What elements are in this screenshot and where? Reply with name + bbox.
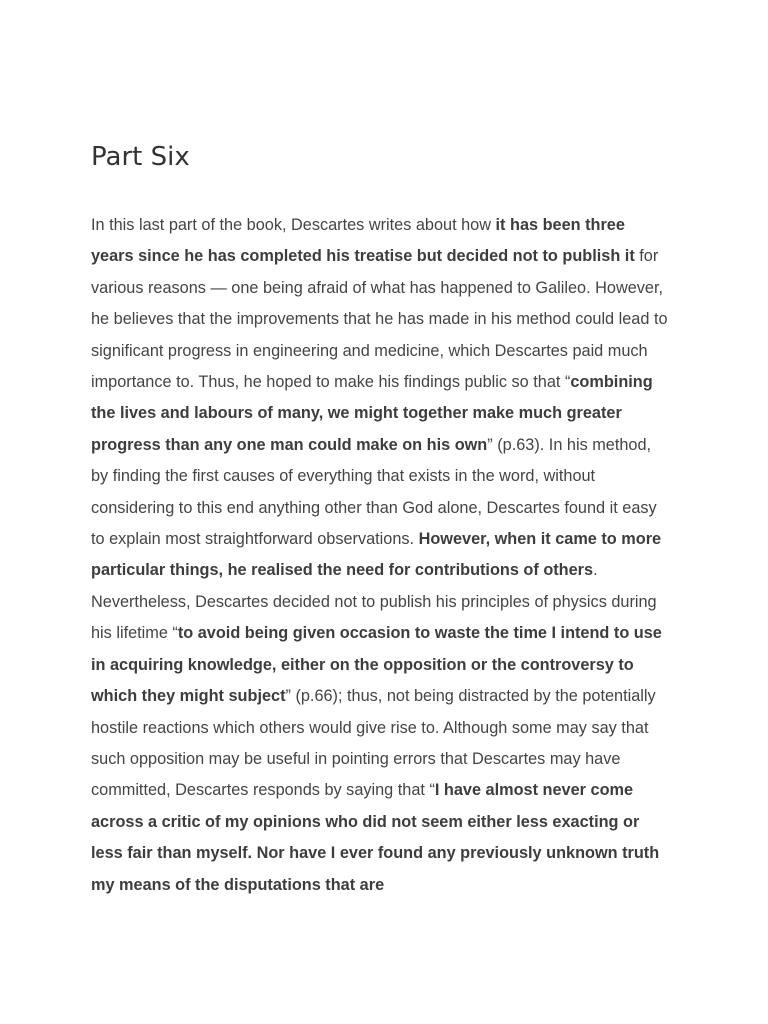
paragraph-2 [91,587,671,901]
text-run: In this last part of the book, Descartes writes about how [91,216,496,234]
text-run: . [593,561,598,580]
bold-text-run: to avoid being given occasion to waste the time I intend to use in acquiring knowledge, either on the opposition or the controversy to which they might subject [91,624,662,706]
body-text [91,210,671,901]
bold-text-run: combining the lives and labours of many, we might together make much greater progress than any one man could make on his own [91,373,653,454]
text-run: Nevertheless, Descartes decided not to publish his principles of physics during his lifetime “ [91,592,657,643]
section-heading: Part Six [91,142,190,172]
document-page [91,138,671,901]
bold-text-run: However, when it came to more particular things, he realised the need for contributions of others [91,530,662,580]
text-run: for various reasons — one being afraid of what has happened to Galileo. However, he believes that the improvements that he has made in his method could lead to significant progress in engineering and medicine, which Descartes paid much importance to. Thus, he hoped to make his findings public so that “ [91,247,668,392]
bold-text-run: I have almost never come across a critic of my opinions who did not seem either less exacting or less fair than myself. Nor have I ever found any previously unknown truth my means of the disputations that are [91,781,660,894]
paragraph-1 [91,210,671,587]
bold-text-run: it has been three years since he has completed his treatise but decided not to publish it [91,216,635,266]
text-run: ” (p.63). In his method, by finding the first causes of everything that exists in the word, without considering to this end anything other than God alone, Descartes found it easy to explain most straightforward observations. [91,435,657,549]
text-run: ” (p.66); thus, not being distracted by the potentially hostile reactions which others would give rise to. Although some may say that such opposition may be useful in pointing errors that Descartes may have committed, Descartes responds by saying that “ [91,687,656,800]
